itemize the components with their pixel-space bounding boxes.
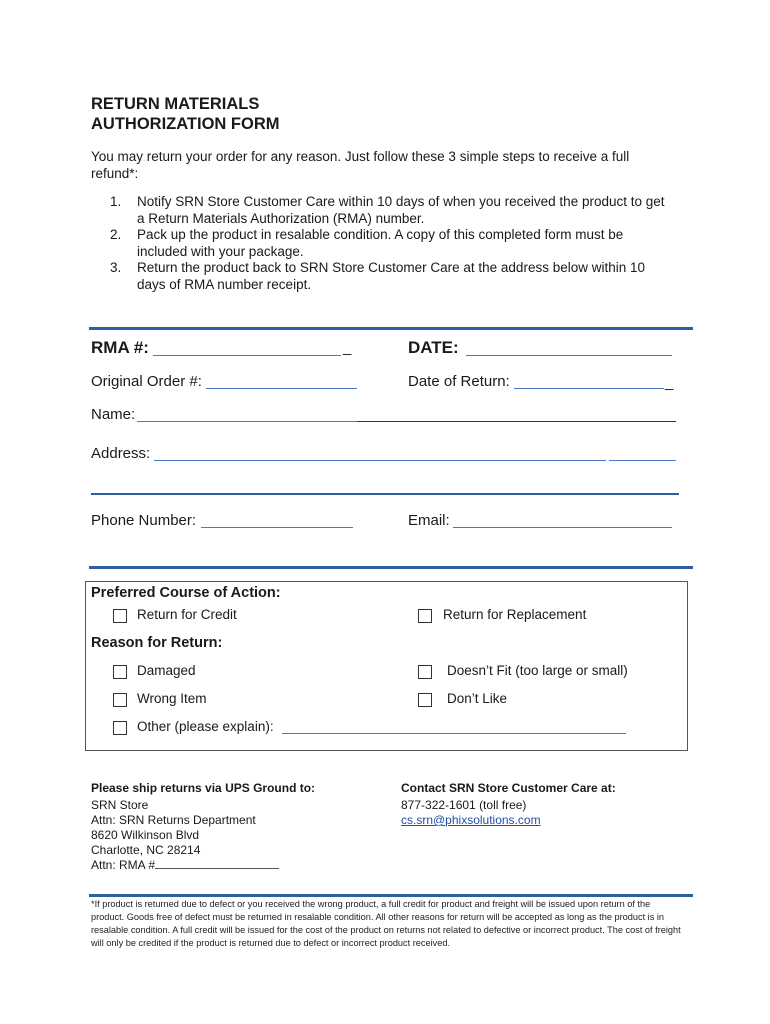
return-for-replacement-label: Return for Replacement <box>443 607 587 622</box>
form-title-line-1: RETURN MATERIALS <box>91 95 260 113</box>
step-number: 1. <box>110 194 122 209</box>
steps-list <box>110 194 670 293</box>
date-of-return-field[interactable] <box>514 388 664 389</box>
name-label: Name: <box>91 406 136 423</box>
email-field[interactable] <box>453 527 672 528</box>
damaged-label: Damaged <box>137 663 196 678</box>
date-of-return-label: Date of Return: <box>408 373 510 390</box>
wrong-item-checkbox[interactable] <box>113 693 127 707</box>
step-number: 2. <box>110 227 122 242</box>
original-order-field[interactable] <box>206 388 357 389</box>
wrong-item-label: Wrong Item <box>137 691 207 706</box>
ship-address-line: Charlotte, NC 28214 <box>91 843 201 857</box>
contact-email-link[interactable]: cs.srn@phixsolutions.com <box>401 813 541 827</box>
ship-rma-line <box>91 858 315 873</box>
date-field[interactable] <box>466 355 672 356</box>
doesnt-fit-label: Doesn’t Fit (too large or small) <box>447 663 628 678</box>
address-line-2[interactable] <box>91 493 679 495</box>
return-for-credit-label: Return for Credit <box>137 607 237 622</box>
phone-label: Phone Number: <box>91 512 197 529</box>
step-text: Notify SRN Store Customer Care within 10 days of when you received the product to get a Return Materials Authorization (RMA) number. <box>137 194 665 226</box>
date-label: DATE: <box>408 338 459 357</box>
original-order-label: Original Order #: <box>91 373 202 390</box>
return-for-credit-checkbox[interactable] <box>113 609 127 623</box>
contact-phone: 877-322-1601 (toll free) <box>401 798 527 812</box>
dont-like-checkbox[interactable] <box>418 693 432 707</box>
section-divider-bottom <box>89 894 693 897</box>
email-label: Email: <box>408 512 450 529</box>
ship-heading: Please ship returns via UPS Ground to: <box>91 781 316 795</box>
other-checkbox[interactable] <box>113 721 127 735</box>
reason-heading: Reason for Return: <box>91 635 223 651</box>
step-item <box>110 227 670 260</box>
dont-like-label: Don’t Like <box>447 691 508 706</box>
damaged-checkbox[interactable] <box>113 665 127 679</box>
intro-text: You may return your order for any reason. Just follow these 3 simple steps to receive a full refund*: <box>91 149 630 181</box>
step-item <box>110 194 670 227</box>
rma-label: RMA #: <box>91 338 149 357</box>
form-title <box>91 94 280 134</box>
section-divider-top <box>89 327 693 330</box>
ship-rma-label: Attn: RMA # <box>91 858 156 872</box>
phone-field[interactable] <box>201 527 353 528</box>
ship-address-line: Attn: SRN Returns Department <box>91 813 256 827</box>
name-field-extension <box>357 421 676 422</box>
section-divider-middle <box>89 566 693 569</box>
footnote: *If product is returned due to defect or you received the wrong product, a full credit for product and freight will be issued upon return of the product. Goods free of defect must be returned in resalable condition. All other reasons for return will be accepted as long as the product is in resalable condition. A full credit will be issued for the cost of the product on returns not related to defective or incorrect product. The cost of freight will only be credited if the product is returned due to defect or incorrect product received. <box>91 899 681 948</box>
address-label: Address: <box>91 445 151 462</box>
contact-info <box>401 781 616 828</box>
date-of-return-tail: _ <box>665 374 674 391</box>
doesnt-fit-checkbox[interactable] <box>418 665 432 679</box>
other-explain-field[interactable] <box>282 733 626 734</box>
contact-heading: Contact SRN Store Customer Care at: <box>401 781 616 795</box>
rma-field-tail: _ <box>343 339 352 356</box>
name-field[interactable] <box>137 421 357 422</box>
ship-rma-field[interactable] <box>155 858 279 869</box>
ship-address-line: SRN Store <box>91 798 149 812</box>
course-heading: Preferred Course of Action: <box>91 585 281 601</box>
address-field-extension <box>609 460 676 461</box>
step-text: Return the product back to SRN Store Customer Care at the address below within 10 days of RMA number receipt. <box>137 260 646 292</box>
other-label: Other (please explain): <box>137 719 274 734</box>
rma-field[interactable] <box>153 355 341 356</box>
address-field[interactable] <box>154 460 606 461</box>
ship-address-line: 8620 Wilkinson Blvd <box>91 828 200 842</box>
ship-info <box>91 781 315 873</box>
step-text: Pack up the product in resalable condition. A copy of this completed form must be included with your package. <box>137 227 624 259</box>
step-item <box>110 260 670 293</box>
step-number: 3. <box>110 260 122 275</box>
return-for-replacement-checkbox[interactable] <box>418 609 432 623</box>
form-title-line-2: AUTHORIZATION FORM <box>91 115 280 133</box>
